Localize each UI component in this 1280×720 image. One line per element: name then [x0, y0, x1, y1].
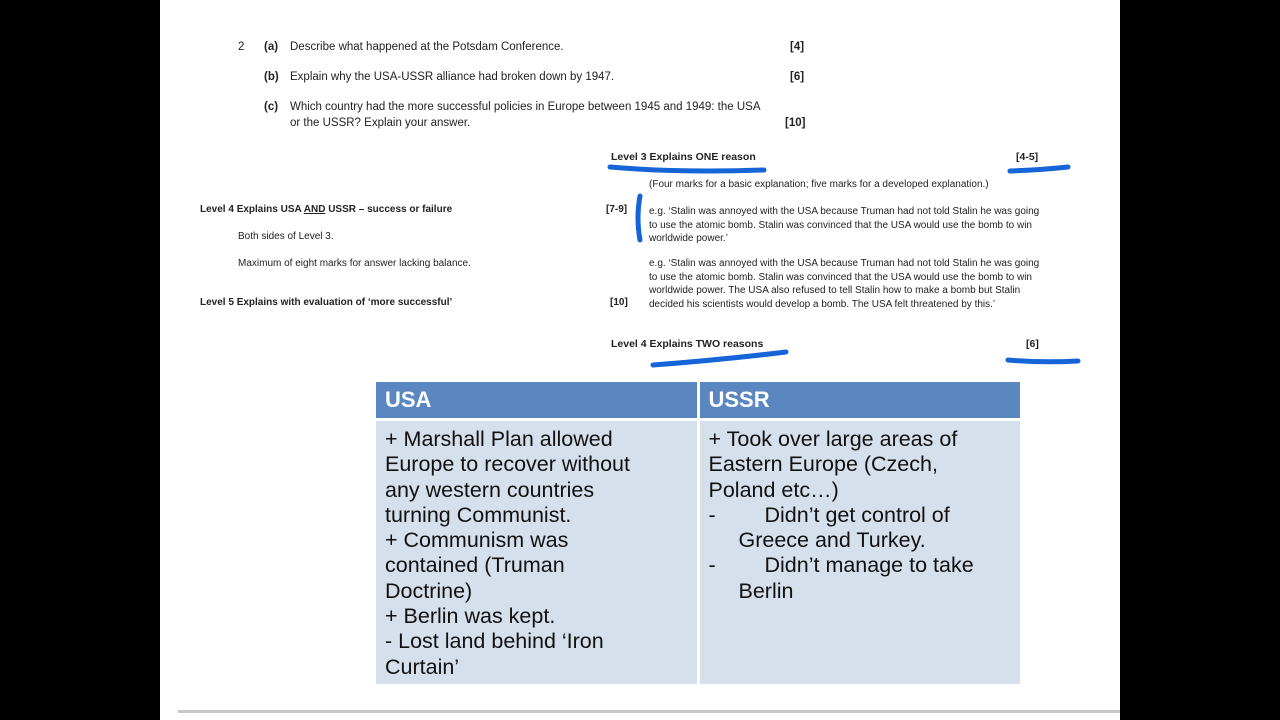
level4-note2: Maximum of eight marks for answer lacking balance.: [238, 258, 471, 269]
ussr-bullet: - Didn’t manage to take Berlin: [708, 553, 974, 603]
header-usa: USA: [376, 382, 697, 418]
level4-note1: Both sides of Level 3.: [238, 231, 334, 242]
underline-level3-title: [610, 167, 764, 171]
comparison-table: [373, 379, 1023, 687]
usa-line: contained (Truman: [385, 553, 565, 578]
part-c-marks: [10]: [785, 117, 806, 129]
ussr-line: + Took over large areas of: [708, 427, 958, 451]
level3-title: Level 3 Explains ONE reason: [611, 151, 756, 163]
page-divider: [178, 710, 1120, 713]
bracket-example-1: [638, 196, 640, 240]
underline-level3-marks: [1010, 167, 1068, 171]
part-a-text: Describe what happened at the Potsdam Conference.: [290, 41, 564, 53]
document-page: [160, 0, 1120, 720]
level3-note: (Four marks for a basic explanation; five marks for a developed explanation.): [649, 179, 989, 190]
ussr-line: Eastern Europe (Czech,: [708, 452, 938, 477]
example-1: e.g. ‘Stalin was annoyed with the USA because Truman had not told Stalin he was going to use the atomic bomb. Stalin was convinced that the USA would use the bomb to win worldwide power.’: [649, 206, 1040, 244]
question-number: 2: [238, 41, 245, 53]
header-ussr: USSR: [700, 382, 1021, 418]
underline-level4-title: [653, 352, 786, 365]
ussr-line: Poland etc…): [708, 477, 839, 502]
usa-line: + Marshall Plan allowed: [385, 427, 613, 451]
level4-left-title: Level 4 Explains USA AND USSR – success or failure: [200, 204, 453, 215]
level4-left-marks: [7-9]: [606, 204, 628, 215]
ussr-bullet: - Didn’t get control of Greece and Turkey.: [708, 502, 950, 553]
part-b-marks: [6]: [790, 71, 805, 83]
level3-marks: [4-5]: [1016, 151, 1039, 163]
usa-line: turning Communist.: [385, 502, 572, 527]
part-b-label: (b): [264, 71, 279, 83]
level5-marks: [10]: [610, 297, 628, 308]
cell-ussr: [700, 421, 1021, 684]
level4-right-marks: [6]: [1026, 338, 1039, 350]
part-c-text-line2: or the USSR? Explain your answer.: [290, 117, 471, 129]
usa-line: Doctrine): [385, 578, 473, 603]
example-2: e.g. ‘Stalin was annoyed with the USA because Truman had not told Stalin he was going to use the atomic bomb. Stalin was convinced that the USA would use the bomb to win worldwide power. The USA also refused to tell Stalin how to make a bomb but Stalin decided his scientists would develop a bomb. The USA felt threatened by this.’: [649, 258, 1040, 310]
cell-usa: [376, 421, 697, 684]
part-a-label: (a): [264, 41, 279, 53]
part-c-label: (c): [264, 101, 279, 113]
level5-title: Level 5 Explains with evaluation of ‘more successful’: [200, 297, 453, 308]
usa-line: + Communism was: [385, 528, 569, 553]
underline-level4-marks: [1008, 360, 1078, 362]
level4-right-title: Level 4 Explains TWO reasons: [611, 338, 764, 350]
part-c-text-line1: Which country had the more successful policies in Europe between 1945 and 1949: the USA: [290, 101, 761, 113]
usa-line: Europe to recover without: [385, 452, 630, 477]
part-a-marks: [4]: [790, 41, 805, 53]
usa-line: + Berlin was kept.: [385, 604, 556, 629]
usa-line: Curtain’: [385, 654, 460, 679]
usa-line: any western countries: [385, 477, 595, 502]
usa-line: - Lost land behind ‘Iron: [385, 629, 604, 654]
part-b-text: Explain why the USA-USSR alliance had broken down by 1947.: [290, 71, 615, 83]
